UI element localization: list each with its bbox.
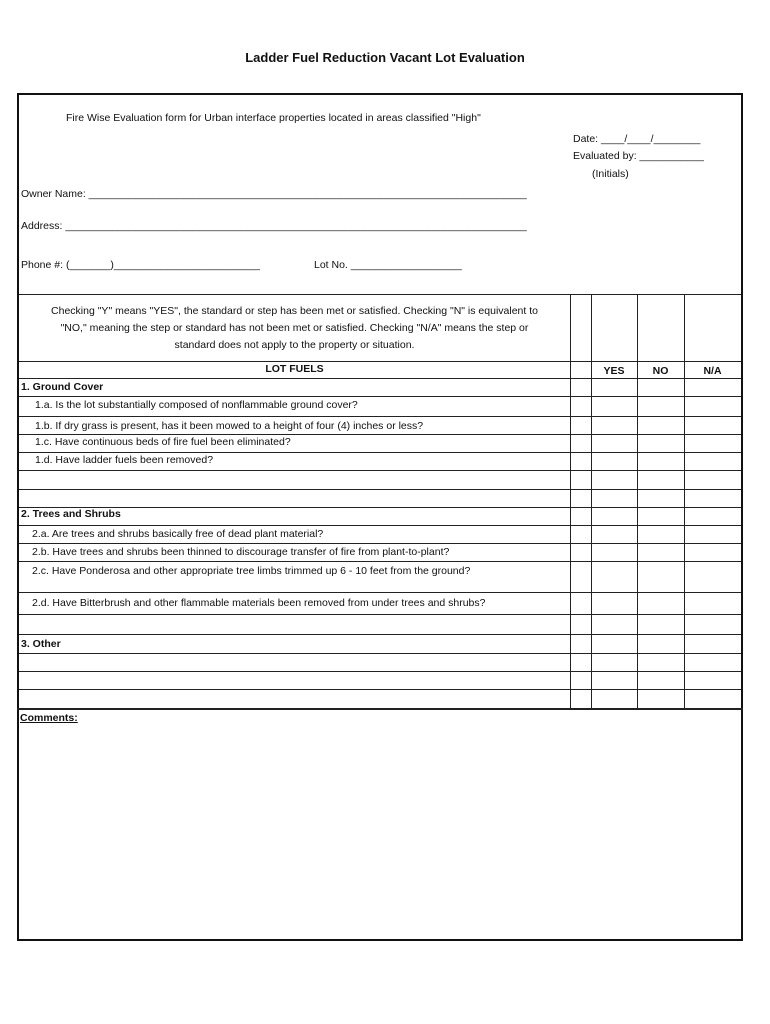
intro-text: Fire Wise Evaluation form for Urban interface properties located in areas classified "High" xyxy=(66,112,481,124)
phone-field[interactable]: Phone #: (_______)_________________________ xyxy=(21,259,260,271)
row-rule xyxy=(19,592,741,593)
row-rule xyxy=(19,525,741,526)
column-rule xyxy=(570,294,571,709)
question-2c: 2.c. Have Ponderosa and other appropriate tree limbs trimmed up 6 - 10 feet from the ground? xyxy=(32,565,471,577)
row-rule xyxy=(19,614,741,615)
row-rule xyxy=(19,470,741,471)
row-rule xyxy=(19,689,741,690)
page-title: Ladder Fuel Reduction Vacant Lot Evaluation xyxy=(245,50,525,65)
row-rule xyxy=(19,634,741,635)
question-1a: 1.a. Is the lot substantially composed of nonflammable ground cover? xyxy=(35,399,358,411)
row-rule xyxy=(19,653,741,654)
row-rule xyxy=(19,416,741,417)
row-rule xyxy=(19,378,741,379)
column-header-no: NO xyxy=(652,365,669,377)
lot-number-field[interactable]: Lot No. ___________________ xyxy=(314,259,462,271)
question-2b: 2.b. Have trees and shrubs been thinned to discourage transfer of fire from plant-to-plant? xyxy=(32,546,450,558)
table-top-rule xyxy=(19,294,741,295)
lot-fuels-heading: LOT FUELS xyxy=(265,363,324,375)
section-title-ground-cover: 1. Ground Cover xyxy=(21,381,104,393)
row-rule xyxy=(19,361,741,362)
initials-label: (Initials) xyxy=(592,168,629,180)
row-rule xyxy=(19,507,741,508)
column-header-na: N/A xyxy=(703,365,722,377)
instructions-line-2: "NO," meaning the step or standard has not been met or satisfied. Checking "N/A" means the step or xyxy=(60,322,529,334)
table-bottom-rule xyxy=(17,708,743,710)
question-2a: 2.a. Are trees and shrubs basically free of dead plant material? xyxy=(32,528,324,540)
column-rule xyxy=(637,294,638,709)
instructions-line-3: standard does not apply to the property or situation. xyxy=(174,339,415,351)
section-title-other: 3. Other xyxy=(21,638,61,650)
row-rule xyxy=(19,671,741,672)
question-2d: 2.d. Have Bitterbrush and other flammable materials been removed from under trees and shrubs? xyxy=(32,597,486,609)
column-header-yes: YES xyxy=(603,365,625,377)
owner-name-field[interactable]: Owner Name: ___________________________________________________________________________ xyxy=(21,188,527,200)
row-rule xyxy=(19,396,741,397)
row-rule xyxy=(19,434,741,435)
row-rule xyxy=(19,561,741,562)
column-rule xyxy=(591,294,592,709)
row-rule xyxy=(19,543,741,544)
column-rule xyxy=(684,294,685,709)
instructions-line-1: Checking "Y" means "YES", the standard or step has been met or satisfied. Checking "N" is equivalent to xyxy=(51,305,538,317)
row-rule xyxy=(19,452,741,453)
section-title-trees-shrubs: 2. Trees and Shrubs xyxy=(21,508,121,520)
date-field[interactable]: Date: ____/____/________ xyxy=(573,133,701,145)
question-1c: 1.c. Have continuous beds of fire fuel been eliminated? xyxy=(35,436,291,448)
question-1b: 1.b. If dry grass is present, has it been mowed to a height of four (4) inches or less? xyxy=(35,420,424,432)
address-field[interactable]: Address: _______________________________________________________________________________ xyxy=(21,220,527,232)
question-1d: 1.d. Have ladder fuels been removed? xyxy=(35,454,214,466)
evaluated-by-field[interactable]: Evaluated by: ___________ xyxy=(573,150,704,162)
row-rule xyxy=(19,489,741,490)
comments-label: Comments: xyxy=(20,712,78,724)
